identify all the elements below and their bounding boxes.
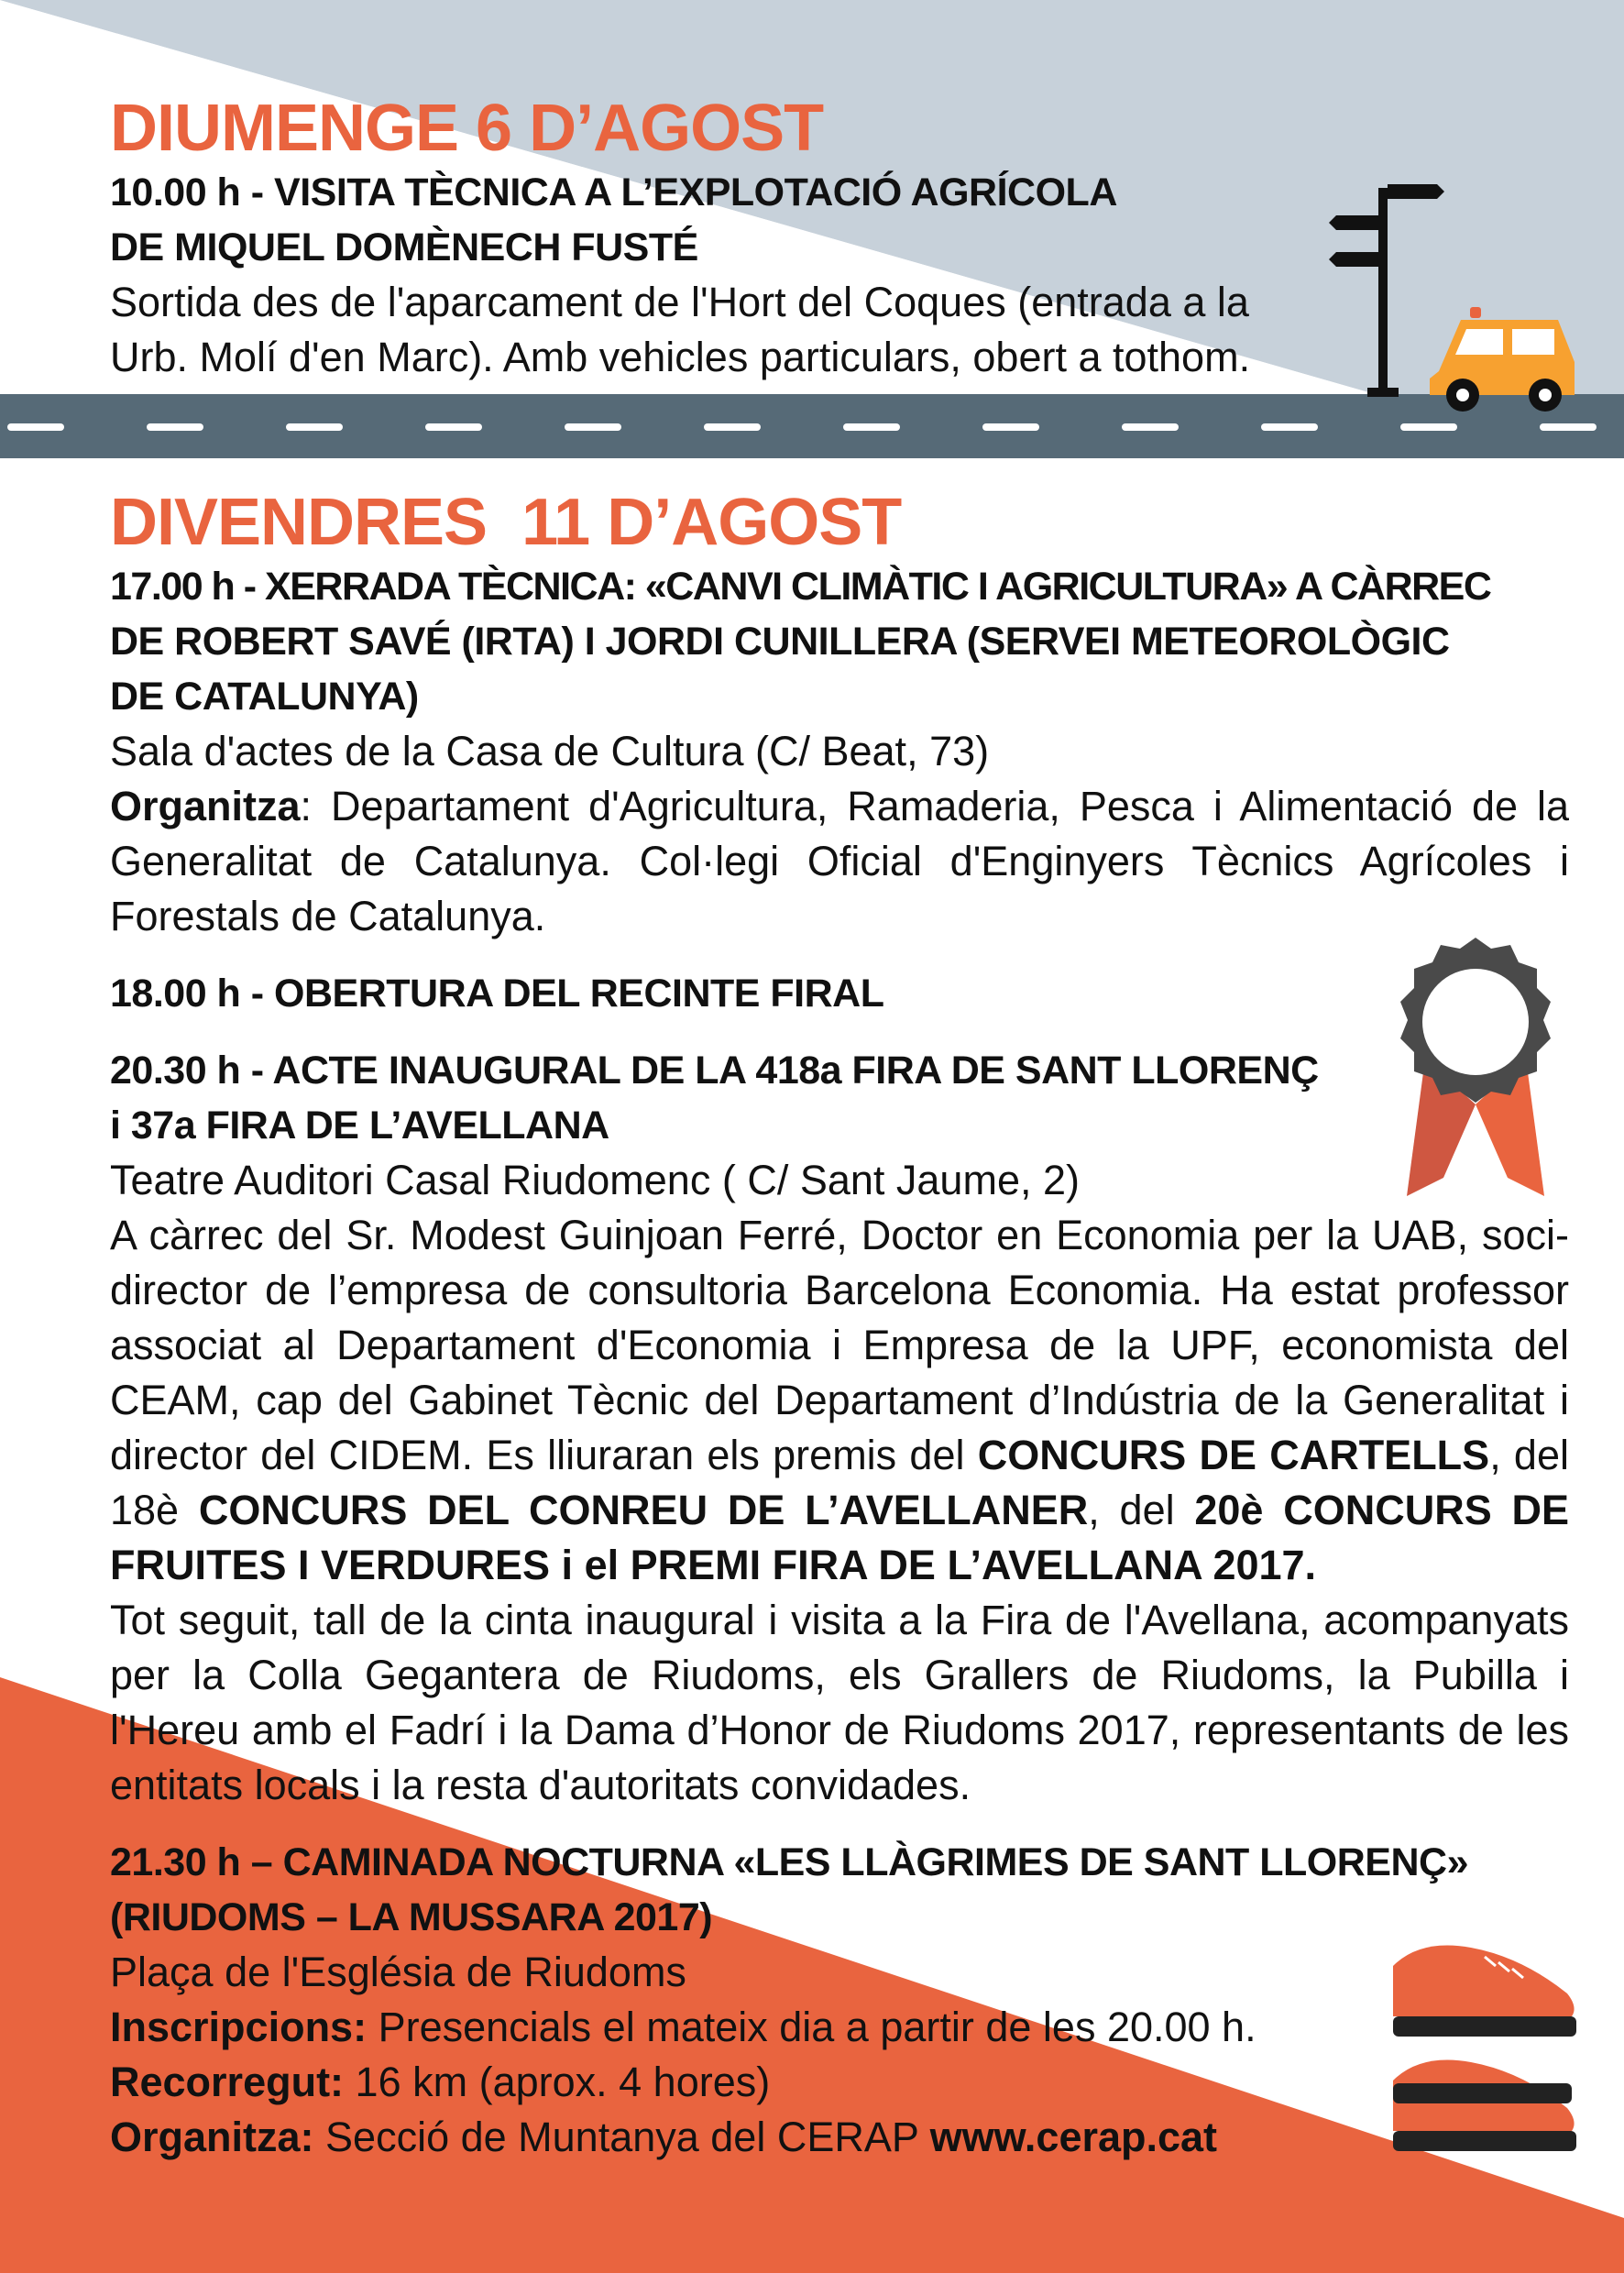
- registration-text: Presencials el mateix dia a partir de les 20.00 h.: [367, 2004, 1256, 2050]
- day1-section: [110, 92, 1569, 385]
- inaugural-description: [110, 1208, 1569, 1593]
- night-walk-place: Plaça de l'Església de Riudoms: [110, 1949, 686, 1995]
- talk-title-line3: DE CATALUNYA): [110, 675, 419, 719]
- walk-org-label: Organitza:: [110, 2114, 314, 2160]
- inaugural-desc-bold2: CONCURS DEL CONREU DE L’AVELLANER: [198, 1487, 1089, 1533]
- inaugural-desc-part3: , del: [1088, 1487, 1195, 1533]
- inaugural-follow-up: Tot seguit, tall de la cinta inaugural i visita a la Fira de l'Avellana, acompanyats per la Colla Gegantera de Riudoms, els Grallers de Riudoms, la Pubilla i l'Hereu amb el Fadrí i la Dama d’Honor de Riudoms 2017, representants de les entitats locals i la resta d'autoritats convidades.: [110, 1597, 1569, 1808]
- inaugural-desc-part1: A càrrec del Sr. Modest Guinjoan Ferré, Doctor en Economia per la UAB, soci-director de l’empresa de consultoria Barcelona Economia. Ha estat professor associat al Departament d'Economia i Empresa de la UPF, economista del CEAM, cap del Gabinet Tècnic del Departament d’Indústria de la Generalitat i director del CIDEM. Es lliuraran els premis del: [110, 1212, 1569, 1478]
- registration-label: Inscripcions:: [110, 2004, 368, 2050]
- night-walk-route: [110, 2055, 1569, 2110]
- route-text: 16 km (aprox. 4 hores): [344, 2059, 771, 2105]
- road: [0, 394, 1624, 458]
- talk-org-label: Organitza: [110, 783, 301, 829]
- talk-title-line2: DE ROBERT SAVÉ (IRTA) I JORDI CUNILLERA (SERVEI METEOROLÒGIC: [110, 620, 1450, 664]
- talk-org-text: : Departament d'Agricultura, Ramaderia, Pesca i Alimentació de la Generalitat de Catalunya. Col·legi Oficial d'Enginyers Tècnics Agrícoles i Forestals de Catalunya.: [110, 783, 1569, 939]
- inaugural-desc-bold3: 20è CONCURS DE FRUITES I VERDURES i el PREMI FIRA DE L’AVELLANA 2017.: [110, 1487, 1569, 1588]
- talk-organizer: [110, 779, 1569, 944]
- inaugural-place: Teatre Auditori Casal Riudomenc ( C/ Sant Jaume, 2): [110, 1157, 1080, 1203]
- night-walk-organizer: [110, 2110, 1569, 2165]
- talk-place: Sala d'actes de la Casa de Cultura (C/ Beat, 73): [110, 728, 990, 774]
- route-label: Recorregut:: [110, 2059, 345, 2105]
- night-walk-title-line2: (RIUDOMS – LA MUSSARA 2017): [110, 1895, 713, 1939]
- inaugural-desc-part2: , del 18è: [110, 1432, 1569, 1533]
- day2-section: [110, 486, 1569, 2165]
- event1-title-line2: DE MIQUEL DOMÈNECH FUSTÉ: [110, 225, 698, 269]
- event1-desc-line1: Sortida des de l'aparcament de l'Hort del Coques (entrada a la: [110, 279, 1249, 325]
- event1-title-line1: 10.00 h - VISITA TÈCNICA A L’EXPLOTACIÓ AGRÍCOLA: [110, 170, 1117, 214]
- walk-org-text: Secció de Muntanya del CERAP: [313, 2114, 930, 2160]
- day2-heading: DIVENDRES 11 D’AGOST: [110, 486, 902, 559]
- night-walk-registration: [110, 2000, 1569, 2055]
- night-walk-title-line1: 21.30 h – CAMINADA NOCTURNA «LES LLÀGRIMES DE SANT LLORENÇ»: [110, 1840, 1469, 1884]
- opening-title: 18.00 h - OBERTURA DEL RECINTE FIRAL: [110, 972, 884, 1016]
- inaugural-title-line1: 20.30 h - ACTE INAUGURAL DE LA 418a FIRA DE SANT LLORENÇ: [110, 1049, 1319, 1093]
- cerap-website-link[interactable]: www.cerap.cat: [929, 2114, 1218, 2160]
- day1-heading: DIUMENGE 6 D’AGOST: [110, 92, 824, 165]
- inaugural-title-line2: i 37a FIRA DE L’AVELLANA: [110, 1104, 609, 1147]
- inaugural-desc-bold1: CONCURS DE CARTELLS: [977, 1432, 1490, 1478]
- talk-title-line1: 17.00 h - XERRADA TÈCNICA: «CANVI CLIMÀTIC I AGRICULTURA» A CÀRREC: [110, 565, 1491, 609]
- event1-desc-line2: Urb. Molí d'en Marc). Amb vehicles particulars, obert a tothom.: [110, 334, 1251, 380]
